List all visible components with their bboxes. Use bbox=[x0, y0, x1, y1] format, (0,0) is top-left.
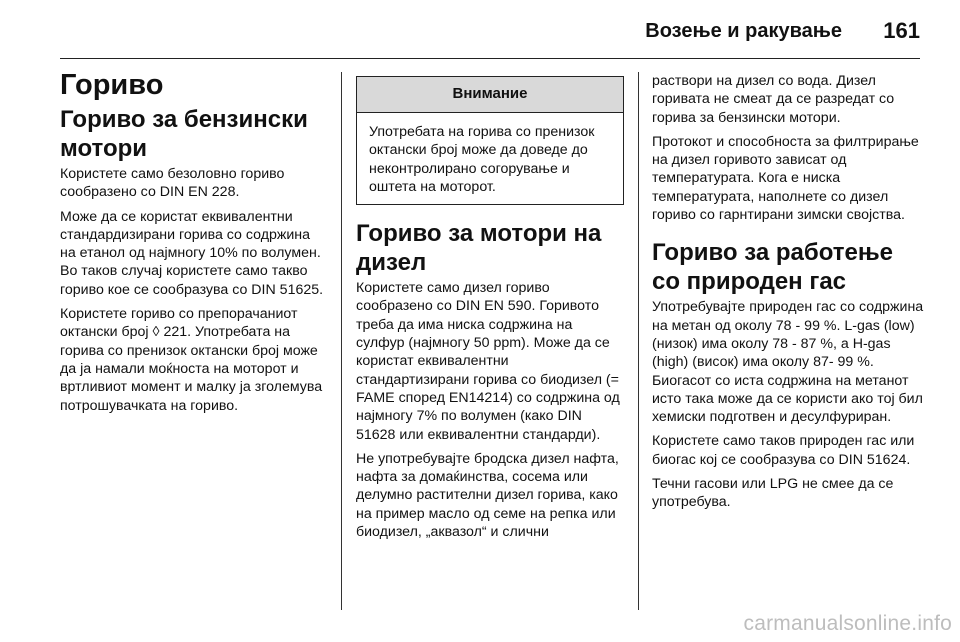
column-right bbox=[652, 72, 924, 518]
watermark: carmanualsonline.info bbox=[743, 612, 952, 635]
paragraph: Користете само дизел гориво сообразено со DIN EN 590. Горивото треба да има ниска содржина на сулфур (најмногу 50 ppm). Може да се користат еквивалентни стандартизирани горива со биодизел (= FAME според EN14214) со содржина од најмногу 7% по волумен (како DIN 51628 или еквивалентни стандарди). bbox=[356, 280, 620, 443]
column-divider bbox=[638, 72, 639, 610]
warning-text: Употребата на горива со пренизок октански број може да доведе до неконтролирано согорување и оштета на моторот. bbox=[369, 124, 595, 195]
paragraph: Користете само безоловно гориво сообразено со DIN EN 228. bbox=[60, 166, 285, 201]
paragraph: Течни гасови или LPG не смее да се употребува. bbox=[652, 476, 894, 511]
paragraph: Користете само таков природен гас или биогас кој се сообразува со DIN 51624. bbox=[652, 433, 915, 468]
paragraph: Употребувајте природен гас со содржина на метан од околу 78 - 99 %. L-gas (low) (низок) има околу 78 - 87 %, а H-gas (high) (висок) има околу 87- 99 %. Биогасот со иста содржина на метанот исто така може да се користи ако тој бил хемиски подготвен и десулфуриран. bbox=[652, 299, 924, 426]
page-header bbox=[60, 0, 920, 59]
paragraph: Користете гориво со препорачаниот октански број ◊ 221. Употребата на горива со пренизок октански број може да ја намали моќноста на моторот и вртливиот момент и малку ја зголемува потрошувачката на гориво. bbox=[60, 306, 323, 414]
paragraph: Протокот и способноста за филтрирање на дизел горивото зависат од температурата. Кога е ниска температурата, наполнете со дизел гориво со гарнтирани зимски својства. bbox=[652, 133, 919, 224]
paragraph: Може да се користат еквивалентни стандардизирани горива со содржина на етанол од најмногу 10% по волумен. Во таков случај користете само такво гориво кое се сообразува со DIN 51625. bbox=[60, 208, 324, 298]
diesel-heading: Гориво за мотори на дизел bbox=[356, 220, 602, 277]
petrol-heading: Гориво за бензински мотори bbox=[60, 106, 308, 162]
page-number: 161 bbox=[883, 18, 920, 43]
paragraph: Не употребувајте бродска дизел нафта, нафта за домаќинства, сосема или делумно растителни дизел горива, како на пример масло од семе на репка или биодизел, „аквазол“ и слични bbox=[356, 450, 619, 541]
warning-title: Внимание bbox=[357, 77, 623, 113]
column-middle bbox=[356, 76, 624, 547]
natural-gas-heading: Гориво за работење со природен гас bbox=[652, 239, 893, 296]
column-divider bbox=[341, 72, 342, 610]
paragraph: раствори на дизел со вода. Дизел горивата не смеат да се разредат со горива за бензински мотори. bbox=[652, 73, 895, 126]
main-heading: Гориво bbox=[60, 69, 164, 101]
column-left bbox=[60, 70, 328, 421]
section-title: Возење и ракување bbox=[645, 20, 842, 42]
warning-box bbox=[356, 76, 624, 205]
